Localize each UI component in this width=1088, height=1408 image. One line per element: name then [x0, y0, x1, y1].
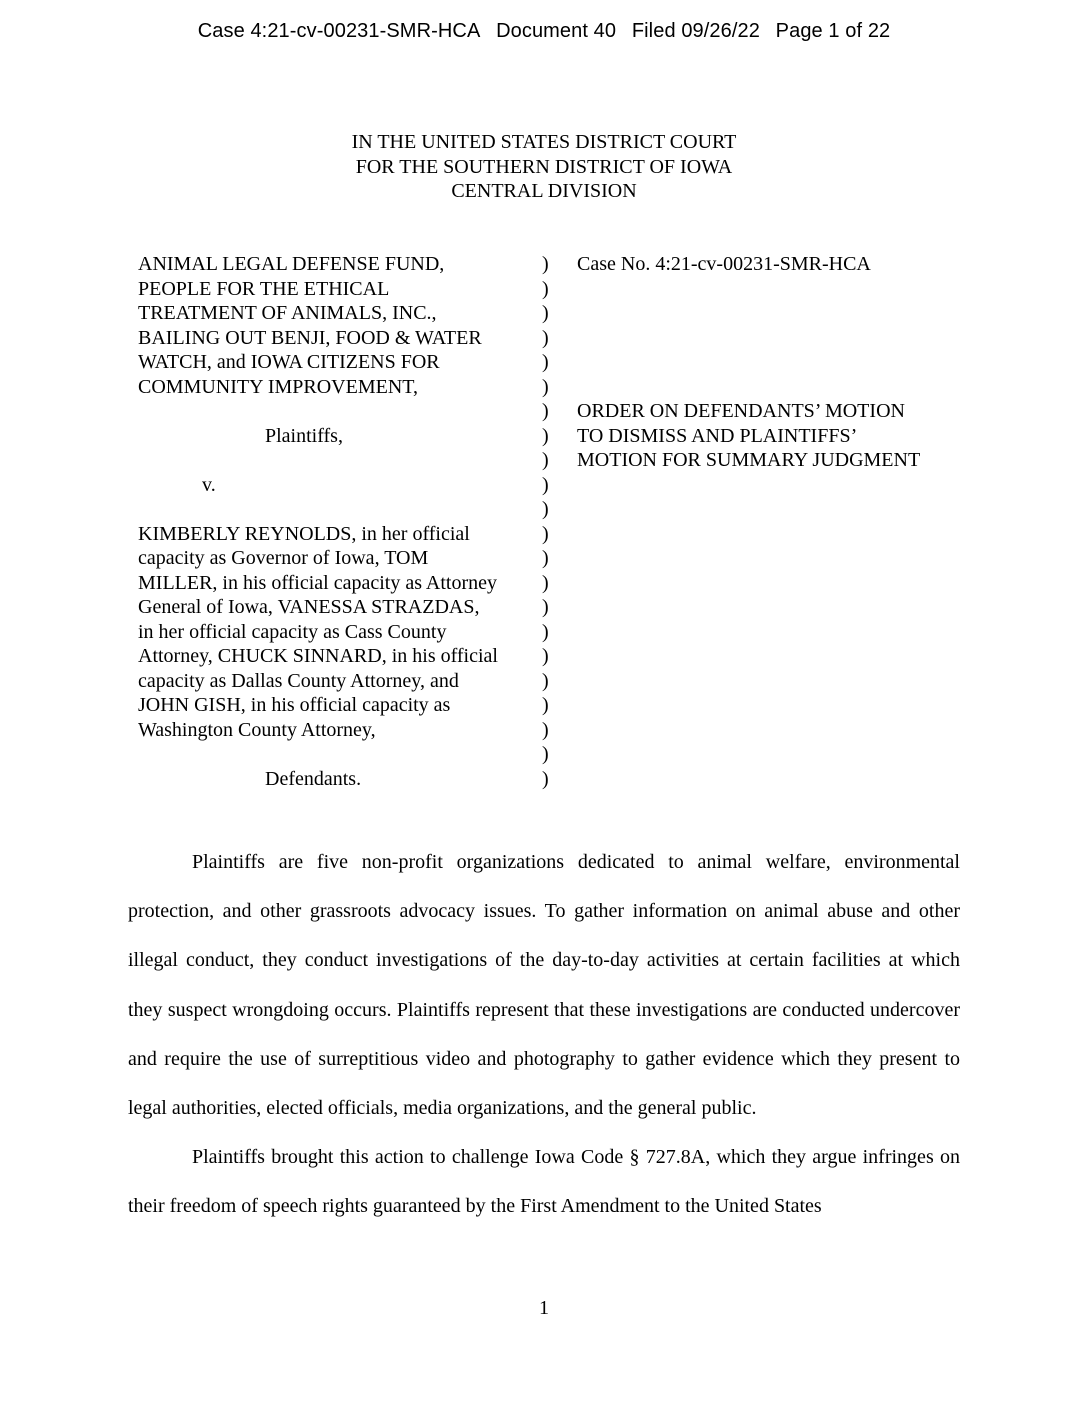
defendant-line: General of Iowa, VANESSA STRAZDAS,: [138, 596, 480, 618]
ecf-header-stamp: [0, 20, 1088, 43]
caption-right-column: [577, 252, 997, 471]
defendant-line: capacity as Governor of Iowa, TOM: [138, 547, 429, 569]
plaintiff-line: TREATMENT OF ANIMALS, INC.,: [138, 302, 437, 324]
header-document-number: Document 40: [496, 20, 617, 42]
caption-paren: ): [542, 326, 549, 349]
defendant-line: in her official capacity as Cass County: [138, 620, 447, 643]
defendants-label: Defendants.: [265, 767, 362, 790]
order-title-line: TO DISMISS AND PLAINTIFFS’: [577, 424, 858, 447]
caption-paren: ): [542, 669, 549, 692]
caption-paren: ): [542, 473, 549, 496]
caption-paren: ): [542, 694, 549, 716]
caption-paren: ): [542, 302, 549, 324]
caption-paren: ): [542, 743, 549, 765]
parties-block: [138, 252, 533, 791]
order-body: [128, 838, 960, 1232]
header-page-count: Page 1 of 22: [775, 20, 891, 42]
caption-paren: ): [542, 547, 549, 569]
defendant-line: capacity as Dallas County Attorney, and: [138, 669, 459, 692]
header-filed-date: Filed 09/26/22: [631, 20, 760, 42]
caption-paren: ): [542, 449, 549, 471]
caption-paren: ): [542, 253, 549, 275]
plaintiff-line: COMMUNITY IMPROVEMENT,: [138, 375, 418, 398]
caption-paren: ): [542, 571, 549, 594]
caption-paren: ): [542, 400, 549, 422]
defendant-line: JOHN GISH, in his official capacity as: [138, 694, 451, 716]
court-heading-line: IN THE UNITED STATES DISTRICT COURT: [351, 131, 737, 153]
body-paragraph: Plaintiffs are five non-profit organizations dedicated to animal welfare, environmental protection, and other grassroots advocacy issues. To gather information on animal abuse and other illegal conduct, they conduct investigations of the day-to-day activities at certain facilities at which they suspect wrongdoing occurs. Plaintiffs represent that these investigations are conducted undercover and require the use of surreptitious video and photography to gather evidence which they present to legal authorities, elected officials, media organizations, and the general public.: [128, 851, 960, 1120]
defendant-line: Washington County Attorney,: [138, 718, 376, 741]
body-paragraph: Plaintiffs brought this action to challenge Iowa Code § 727.8A, which they argue infringes on their freedom of speech rights guaranteed by the First Amendment to the United States: [128, 1146, 960, 1218]
case-number: Case No. 4:21-cv-00231-SMR-HCA: [577, 253, 871, 275]
caption-paren: ): [542, 522, 549, 545]
versus-label: v.: [202, 473, 216, 496]
spacer: [138, 497, 533, 522]
spacer: [138, 448, 533, 473]
defendant-line: MILLER, in his official capacity as Attorney: [138, 571, 497, 594]
caption-paren: ): [542, 351, 549, 373]
caption-paren: ): [542, 718, 549, 741]
order-title-line: MOTION FOR SUMMARY JUDGMENT: [577, 449, 921, 471]
caption-paren: ): [542, 620, 549, 643]
defendant-line: Attorney, CHUCK SINNARD, in his official: [138, 645, 498, 667]
order-title: [577, 399, 920, 473]
plaintiff-line: ANIMAL LEGAL DEFENSE FUND,: [138, 253, 445, 275]
plaintiff-line: WATCH, and IOWA CITIZENS FOR: [138, 351, 440, 373]
caption-paren: ): [542, 596, 549, 618]
page-number: 1: [539, 1297, 549, 1319]
spacer: [138, 742, 533, 767]
caption-paren: ): [542, 424, 549, 447]
caption-paren: ): [542, 277, 549, 300]
plaintiff-line: PEOPLE FOR THE ETHICAL: [138, 277, 390, 300]
caption-paren: ): [542, 375, 549, 398]
spacer: [138, 399, 533, 424]
header-case-number: Case 4:21-cv-00231-SMR-HCA: [197, 20, 481, 42]
caption-paren: ): [542, 767, 549, 790]
court-heading-line: FOR THE SOUTHERN DISTRICT OF IOWA: [355, 155, 733, 178]
defendant-line: KIMBERLY REYNOLDS, in her official: [138, 522, 470, 545]
court-heading-line: CENTRAL DIVISION: [451, 180, 637, 202]
plaintiff-line: BAILING OUT BENJI, FOOD & WATER: [138, 326, 482, 349]
caption-paren: ): [542, 498, 549, 520]
plaintiffs-label: Plaintiffs,: [265, 424, 343, 447]
order-title-line: ORDER ON DEFENDANTS’ MOTION: [577, 400, 905, 422]
caption-parentheses-column: [542, 252, 554, 791]
caption-paren: ): [542, 645, 549, 667]
court-heading: [0, 130, 1088, 204]
